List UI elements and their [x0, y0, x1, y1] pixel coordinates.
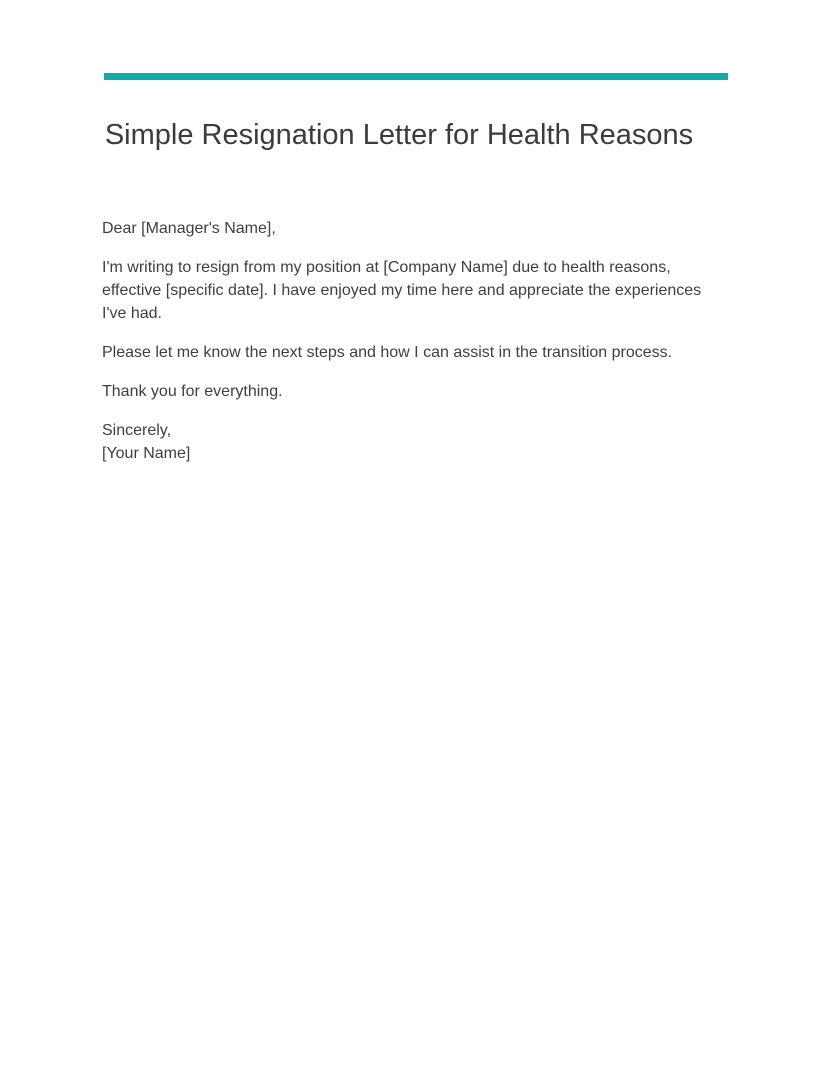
signature: [Your Name] — [102, 445, 191, 462]
paragraph-1: I'm writing to resign from my position at [Company Name] due to health reasons, effective [specific date]. I have enjoyed my time here and appreciate the experiences I've had. — [102, 259, 702, 322]
salutation: Dear [Manager's Name], — [102, 220, 276, 237]
paragraph-2: Please let me know the next steps and how I can assist in the transition process. — [102, 344, 673, 361]
paragraph-3: Thank you for everything. — [102, 383, 283, 400]
accent-rule — [104, 73, 728, 80]
closing: Sincerely, — [102, 422, 172, 439]
closing-block — [102, 419, 702, 465]
letter-body — [102, 217, 702, 465]
letter-title: Simple Resignation Letter for Health Reasons — [104, 119, 694, 151]
